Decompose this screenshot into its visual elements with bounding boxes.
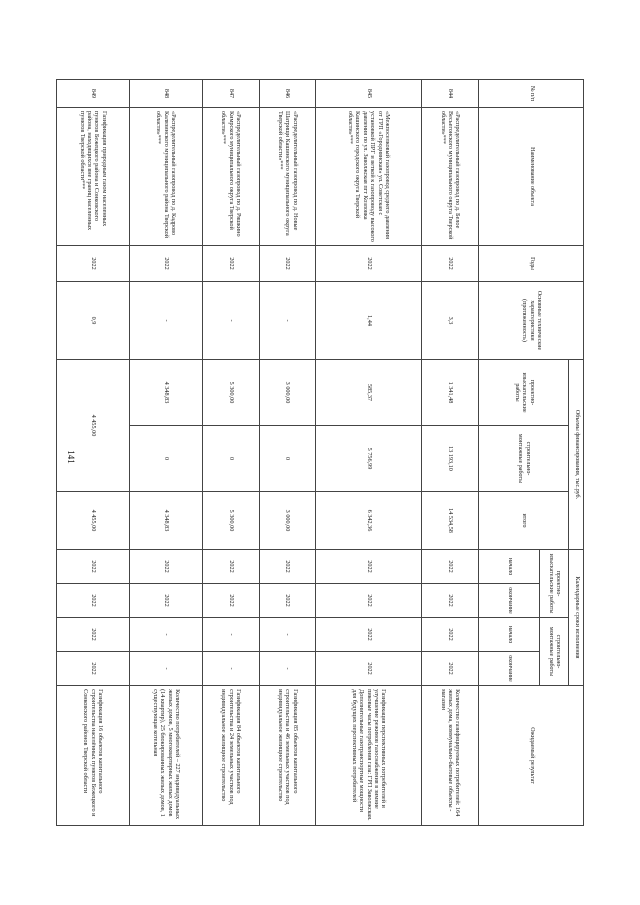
row-construction-start: -: [259, 618, 316, 652]
row-construction-start: 2022: [316, 618, 422, 652]
row-result: Газификация 84 объектов капитального строительства и 24 земельных участков под индивидуальное жилищное строительство: [203, 686, 260, 826]
row-design-end: 2022: [57, 584, 130, 618]
row-construction-cost: 0: [203, 426, 260, 492]
row-total: 3 000,00: [259, 492, 316, 550]
row-construction-start: -: [130, 618, 203, 652]
row-construction-cost: 13 193,10: [422, 426, 479, 492]
row-design-start: 2022: [259, 550, 316, 584]
row-construction-cost: 0: [259, 426, 316, 492]
row-construction-end: 2022: [57, 652, 130, 686]
table-row: [259, 80, 316, 826]
row-total: 5 300,00: [203, 492, 260, 550]
header-construction-work: строительно-монтажные работы: [479, 426, 569, 492]
row-design-start: 2022: [316, 550, 422, 584]
row-result: Количество потребителей – 227 индивидуальных жилых домов, 5 многоквартирных жилых домов (14 квартир), 25 блокированных жилых домов, 1 существующая котельная: [130, 686, 203, 826]
row-design-cost: 5 300,00: [203, 360, 260, 426]
header-design-end: окончание: [479, 584, 540, 618]
row-design-cost: 4 348,83: [130, 360, 203, 426]
header-years: Годы: [479, 246, 584, 282]
header-construction-start: начало: [479, 618, 540, 652]
row-total: 4 348,83: [130, 492, 203, 550]
row-name: «Распределительный газопровод по д. Кадрово Калязинского муниципального района Тверской области»***: [130, 108, 203, 246]
row-design-start: 2022: [422, 550, 479, 584]
row-name: «Распределительный газопровод по д. Новые Шатрищи Кашинского муниципального округа Тверской области»***: [259, 108, 316, 246]
row-num: 844: [422, 80, 479, 108]
row-design-end: 2022: [203, 584, 260, 618]
table-row: [57, 80, 130, 826]
row-total: 6 342,36: [316, 492, 422, 550]
header-design-start: начало: [479, 550, 540, 584]
table-row: [130, 80, 203, 826]
row-construction-start: 2022: [57, 618, 130, 652]
row-result: Газификация 85 объектов капитального строительства и 46 земельных участков под индивидуальное жилищное строительство: [259, 686, 316, 826]
row-construction-cost: 0: [130, 426, 203, 492]
row-year: 2022: [130, 246, 203, 282]
header-design-work: проектно-изыскательские работы: [479, 360, 569, 426]
row-name: «Распределительный газопровод по д. Белое Весьегонского муниципального округа Тверской области»***: [422, 108, 479, 246]
row-construction-start: -: [203, 618, 260, 652]
row-spec: 0,9: [57, 282, 130, 360]
header-name: Наименование объекта: [479, 108, 584, 246]
row-construction-end: -: [130, 652, 203, 686]
row-spec: 1,44: [316, 282, 422, 360]
row-construction-cost: 5 756,99: [316, 426, 422, 492]
row-spec: -: [203, 282, 260, 360]
row-result: Газификация 16 объектов капитального строительства населённых пунктов Бежецкого и Сонковского районов Тверской области: [57, 686, 130, 826]
header-total: итого: [479, 492, 569, 550]
row-num: 846: [259, 80, 316, 108]
header-construction-schedule: строительно-монтажные работы: [540, 618, 569, 686]
row-name: Газификация природным газом населенных пунктов Бежецкого района и Сонковского района, находящихся вне границ населенных пунктов Тверской области***: [57, 108, 130, 246]
table-row: [203, 80, 260, 826]
row-design-start: 2022: [130, 550, 203, 584]
row-num: 847: [203, 80, 260, 108]
row-year: 2022: [316, 246, 422, 282]
row-result: Количество газифицируемых потребителей: 164 жилых дома, коммунально-бытовые объекты - магазин: [422, 686, 479, 826]
header-num: № п/п: [479, 80, 584, 108]
table-row: [316, 80, 422, 826]
row-spec: -: [130, 282, 203, 360]
row-design-start: 2022: [203, 550, 260, 584]
row-design-cost: 585,37: [316, 360, 422, 426]
row-name: «Распределительный газопровод по д. Ряшкино Кимрского муниципального округа Тверской области»***: [203, 108, 260, 246]
row-total: 14 534,58: [422, 492, 479, 550]
row-design-end: 2022: [422, 584, 479, 618]
row-name: «Межпоселковый газопровод среднего давления от ГРП «Городнянская» ул. Советская с установкой ПРГ и веткой к газопроводу высокого давления по ул. Заволжская пгт Козловка Кашинского городского округа Тверской области»***: [316, 108, 422, 246]
header-specs: Основные технические характеристики (протяженность): [479, 282, 584, 360]
row-design-end: 2022: [316, 584, 422, 618]
row-construction-end: 2022: [422, 652, 479, 686]
row-construction-end: -: [203, 652, 260, 686]
row-spec: -: [259, 282, 316, 360]
row-result: Газификация перспективных потребителей и улучшение режимов газоснабжения в зимние пиковые часы потребления газа: ГРП Заволжская. Дополнительные газотранспортные мощности для будущих перспективных потребителей: [316, 686, 422, 826]
header-schedule: Календарные сроки исполнения: [569, 550, 584, 686]
row-year: 2022: [259, 246, 316, 282]
table-row: [422, 80, 479, 826]
row-construction-end: 2022: [316, 652, 422, 686]
row-num: 849: [57, 80, 130, 108]
row-year: 2022: [57, 246, 130, 282]
row-num: 845: [316, 80, 422, 108]
row-design-cost: 3 000,00: [259, 360, 316, 426]
row-design-end: 2022: [130, 584, 203, 618]
row-design-cost: 1 341,48: [422, 360, 479, 426]
row-construction-start: 2022: [422, 618, 479, 652]
header-design-schedule: проектно-изыскательские работы: [540, 550, 569, 618]
row-construction-end: -: [259, 652, 316, 686]
header-construction-end: окончание: [479, 652, 540, 686]
row-design-start: 2022: [57, 550, 130, 584]
row-year: 2022: [203, 246, 260, 282]
header-result: Ожидаемый результат: [479, 686, 584, 826]
row-merged-funding: 4 455,00: [57, 360, 130, 492]
construction-program-table: [56, 79, 584, 826]
row-design-end: 2022: [259, 584, 316, 618]
row-spec: 3,3: [422, 282, 479, 360]
page-number: 141: [65, 450, 76, 464]
row-num: 848: [130, 80, 203, 108]
rotated-table-container: [56, 79, 584, 825]
header-funding: Объемы финансирования, тыс.руб.: [569, 360, 584, 550]
row-total: 4 455,00: [57, 492, 130, 550]
row-year: 2022: [422, 246, 479, 282]
